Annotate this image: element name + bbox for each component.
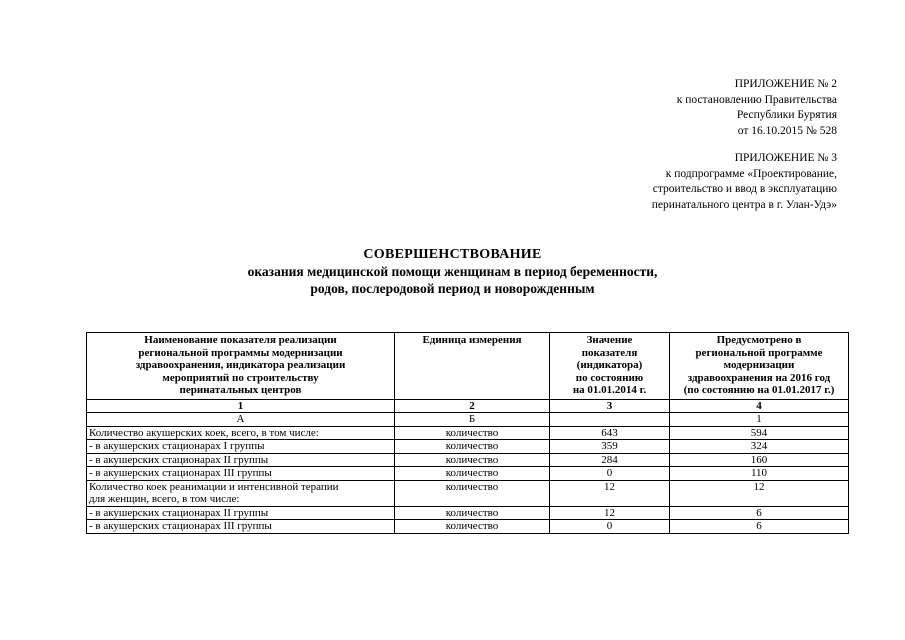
indicator-name-line: - в акушерских стационарах III группы xyxy=(89,467,272,479)
header-line: Наименование показателя реализации xyxy=(144,334,337,346)
header-line: мероприятий по строительству xyxy=(162,371,319,384)
column-letter: 1 xyxy=(670,413,849,427)
value-2014-cell: 0 xyxy=(550,467,670,481)
header-line: здравоохранения, индикатора реализации xyxy=(135,359,346,371)
annex-2-line: к постановлению Правительства xyxy=(676,93,837,106)
annex-2-line: Республики Бурятия xyxy=(736,109,837,121)
header-line: Значение xyxy=(586,334,633,346)
column-letter: А xyxy=(87,413,395,427)
annex-3-line: к подпрограмме «Проектирование, xyxy=(665,167,837,180)
unit-cell: количество xyxy=(395,520,550,534)
column-letter xyxy=(550,413,670,427)
unit-cell: количество xyxy=(395,467,550,481)
header-line: региональной программы модернизации xyxy=(138,346,343,359)
header-line: Предусмотрено в xyxy=(716,334,802,346)
annex-3-line: строительство и ввод в эксплуатацию xyxy=(652,183,837,195)
plan-2016-cell: 110 xyxy=(670,467,849,481)
table-row xyxy=(87,467,849,481)
value-2014-cell: 12 xyxy=(550,480,670,506)
plan-2016-cell: 160 xyxy=(670,453,849,467)
table-row xyxy=(87,480,849,506)
column-number: 3 xyxy=(550,399,670,413)
value-2014-cell: 359 xyxy=(550,440,670,454)
table-row xyxy=(87,440,849,454)
header-line: перинатальных центров xyxy=(179,384,302,396)
indicator-name-line: - в акушерских стационарах I группы xyxy=(89,440,265,452)
header-line: (индикатора) xyxy=(576,359,643,371)
annex-3-block xyxy=(652,151,837,213)
column-letter: Б xyxy=(395,413,550,427)
indicator-name-line: Количество коек реанимации и интенсивной терапии xyxy=(89,480,339,493)
document-title-subtitle: родов, послеродовой период и новорожденным xyxy=(310,281,595,296)
indicator-name-cell xyxy=(87,453,395,467)
unit-cell: количество xyxy=(395,506,550,520)
indicator-name-cell xyxy=(87,520,395,534)
indicators-table xyxy=(86,332,849,534)
header-line: региональной программе xyxy=(695,346,823,359)
annex-2-block xyxy=(677,77,837,139)
header-line: на 01.01.2014 г. xyxy=(572,384,647,396)
header-line: по состоянию xyxy=(575,371,644,384)
annex-2-title: ПРИЛОЖЕНИЕ № 2 xyxy=(734,78,837,90)
plan-2016-cell: 6 xyxy=(670,520,849,534)
document-title-subtitle: оказания медицинской помощи женщинам в период беременности, xyxy=(247,264,658,279)
indicator-name-line: - в акушерских стационарах II группы xyxy=(89,453,269,466)
document-title xyxy=(0,246,905,297)
value-2014-cell: 284 xyxy=(550,453,670,467)
unit-cell: количество xyxy=(395,426,550,440)
indicator-name-cell xyxy=(87,480,395,506)
table-header-row xyxy=(87,333,849,400)
unit-cell: количество xyxy=(395,453,550,467)
header-line: Единица измерения xyxy=(422,334,522,346)
indicator-name-line: - в акушерских стационарах II группы xyxy=(89,506,269,519)
table-row xyxy=(87,520,849,534)
header-line: показателя xyxy=(581,346,638,359)
annex-3-title: ПРИЛОЖЕНИЕ № 3 xyxy=(734,152,837,164)
indicator-name-cell xyxy=(87,440,395,454)
indicator-name-cell xyxy=(87,426,395,440)
table-body xyxy=(87,399,849,533)
header-line: (по состоянию на 01.01.2017 г.) xyxy=(683,384,835,396)
header-plan-2016 xyxy=(670,333,849,400)
column-number-row xyxy=(87,399,849,413)
table-row xyxy=(87,506,849,520)
unit-cell: количество xyxy=(395,440,550,454)
indicator-name-line: для женщин, всего, в том числе: xyxy=(89,493,240,505)
indicator-name-line: - в акушерских стационарах III группы xyxy=(89,520,272,532)
indicator-name-cell xyxy=(87,506,395,520)
column-number: 4 xyxy=(670,399,849,413)
table-row xyxy=(87,453,849,467)
plan-2016-cell: 324 xyxy=(670,440,849,454)
document-title-main: СОВЕРШЕНСТВОВАНИЕ xyxy=(363,247,542,262)
indicator-name-line: Количество акушерских коек, всего, в том числе: xyxy=(89,426,319,439)
header-indicator-name xyxy=(87,333,395,400)
header-value-2014 xyxy=(550,333,670,400)
plan-2016-cell: 594 xyxy=(670,426,849,440)
value-2014-cell: 643 xyxy=(550,426,670,440)
plan-2016-cell: 6 xyxy=(670,506,849,520)
annex-2-date: от 16.10.2015 № 528 xyxy=(737,124,837,137)
table-row xyxy=(87,426,849,440)
column-number: 2 xyxy=(395,399,550,413)
annex-3-line: перинатального центра в г. Улан-Удэ» xyxy=(651,198,837,211)
header-line: здравоохранения на 2016 год xyxy=(687,371,831,384)
value-2014-cell: 12 xyxy=(550,506,670,520)
value-2014-cell: 0 xyxy=(550,520,670,534)
header-line: модернизации xyxy=(723,359,795,371)
unit-cell: количество xyxy=(395,480,550,506)
indicator-name-cell xyxy=(87,467,395,481)
column-number: 1 xyxy=(87,399,395,413)
column-letter-row xyxy=(87,413,849,427)
plan-2016-cell: 12 xyxy=(670,480,849,506)
header-unit xyxy=(395,333,550,400)
